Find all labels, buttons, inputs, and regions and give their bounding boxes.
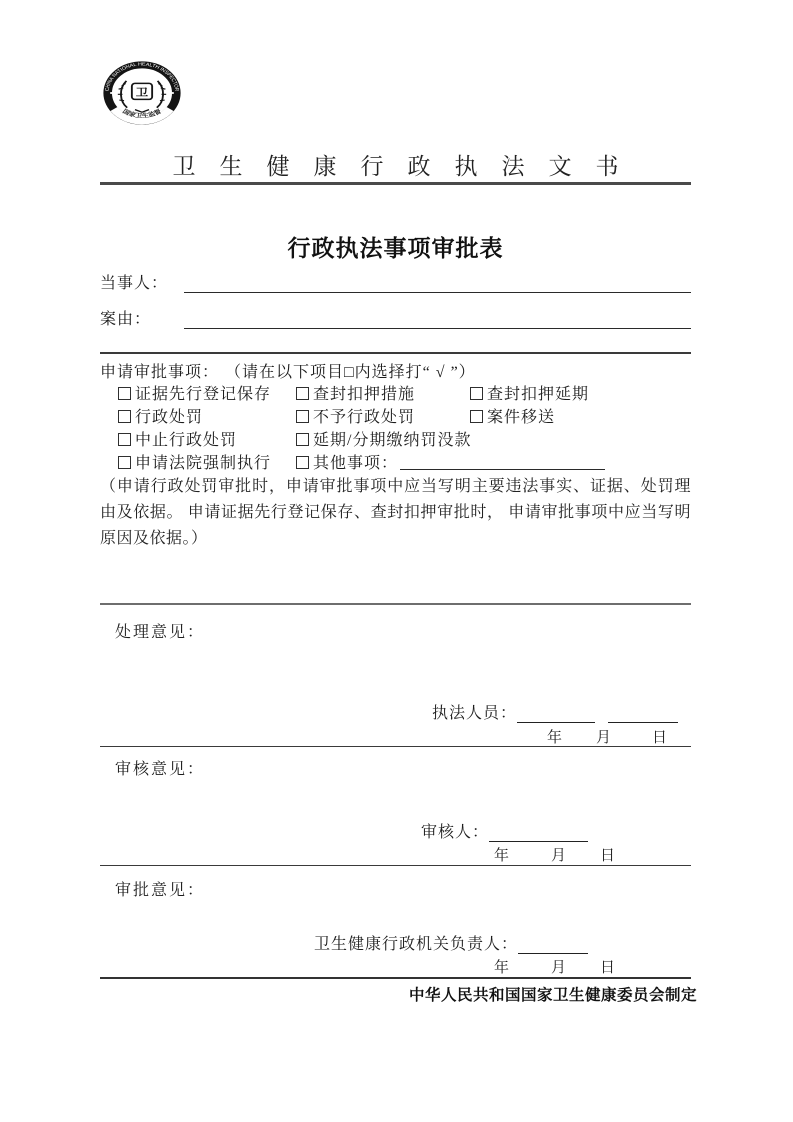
party-label: 当事人：: [100, 275, 169, 292]
checkbox-label: 申请法院强制执行: [135, 455, 272, 472]
review-opinion-label: 审核意见：: [115, 761, 206, 778]
approval-instruction: （请在以下项目□内选择打“ √ ”）: [233, 364, 476, 381]
checkbox-no-administrative-penalty[interactable]: [296, 410, 309, 423]
year-label: 年: [493, 848, 509, 864]
checkbox-row-4: [100, 450, 691, 473]
divider-bottom: [100, 977, 691, 979]
checkbox-row-3: [100, 427, 691, 450]
checkbox-label: 证据先行登记保存: [135, 386, 272, 403]
emblem-center-glyph: 卫: [135, 88, 149, 99]
emblem-star-right: [172, 92, 174, 94]
party-input-line[interactable]: [184, 273, 691, 293]
checkbox-label: 查封扣押措施: [313, 386, 416, 403]
checkbox-evidence-registration[interactable]: [118, 387, 131, 400]
reviewer-date-row: [100, 844, 691, 863]
day-label: 日: [599, 848, 615, 864]
month-label: 月: [550, 848, 566, 864]
checkbox-item: [296, 404, 415, 427]
responsible-signature-line[interactable]: [518, 934, 588, 954]
checkbox-item: [118, 404, 203, 427]
other-items-input-line[interactable]: [400, 454, 605, 470]
checkbox-item: [118, 427, 237, 450]
month-label: 月: [595, 730, 611, 746]
cause-label: 案由：: [100, 311, 152, 328]
checkbox-label: 案件移送: [487, 409, 556, 426]
enforcer-date-row: [100, 726, 691, 745]
emblem-arc-text-bottom: 国家卫生监督: [121, 108, 163, 120]
checkbox-deferred-installment-payment[interactable]: [296, 433, 309, 446]
health-inspector-emblem: [103, 61, 181, 125]
emblem-arc-text-top: CHINA NATIONAL HEALTH INSPECTOR: [104, 61, 180, 92]
month-label: 月: [550, 960, 566, 976]
checkbox-row-1: [100, 381, 691, 404]
checkbox-other-items[interactable]: [296, 456, 309, 469]
divider-above-approve: [100, 865, 691, 866]
document-series-banner: 卫生健康行政执法文书: [100, 148, 691, 185]
approval-section-label: 申请审批事项：: [100, 364, 220, 381]
responsible-date-row: [100, 956, 691, 975]
responsible-label: 卫生健康行政机关负责人：: [313, 936, 518, 953]
cause-input-line[interactable]: [184, 309, 691, 329]
checkbox-suspend-penalty[interactable]: [118, 433, 131, 446]
checkbox-case-transfer[interactable]: [470, 410, 483, 423]
checkbox-court-enforcement[interactable]: [118, 456, 131, 469]
checkbox-item: [296, 450, 605, 473]
form-title: 行政执法事项审批表: [287, 235, 504, 261]
checkbox-row-2: [100, 404, 691, 427]
checkbox-administrative-penalty[interactable]: [118, 410, 131, 423]
approve-opinion-label: 审批意见：: [115, 882, 206, 899]
checkbox-seal-seizure-measures[interactable]: [296, 387, 309, 400]
checkbox-label: 中止行政处罚: [135, 432, 238, 449]
checkbox-item: [118, 381, 271, 404]
approval-items-section: [100, 352, 691, 552]
checkbox-label: 不予行政处罚: [313, 409, 416, 426]
reviewer-signature-line[interactable]: [489, 822, 588, 842]
reviewer-signature-row: [100, 820, 691, 842]
checkbox-label: 其他事项：: [313, 455, 399, 472]
checkbox-item: [470, 381, 589, 404]
divider-above-review: [100, 746, 691, 747]
year-label: 年: [493, 960, 509, 976]
approval-note: （申请行政处罚审批时，申请审批事项中应当写明主要违法事实、证据、处罚理由及依据。 申请证据先行登记保存、查封扣押审批时， 申请审批事项中应当写明原因及依据。）: [100, 478, 691, 547]
emblem-svg: [103, 61, 181, 125]
day-label: 日: [599, 960, 615, 976]
enforcer-signature-line-2[interactable]: [608, 703, 678, 723]
checkbox-label: 行政处罚: [135, 409, 204, 426]
checkbox-item: [118, 450, 271, 473]
enforcer-label: 执法人员：: [431, 705, 517, 722]
emblem-star-left: [110, 92, 112, 94]
responsible-signature-row: [100, 932, 691, 954]
enforcer-signature-line-1[interactable]: [517, 703, 595, 723]
process-opinion-label: 处理意见：: [115, 624, 206, 641]
approval-section-header: [100, 359, 691, 381]
enforcer-signature-row: [100, 701, 691, 723]
cause-row: [100, 308, 691, 329]
checkbox-seal-seizure-extension[interactable]: [470, 387, 483, 400]
checkbox-item: [296, 381, 415, 404]
party-row: [100, 272, 691, 293]
day-label: 日: [651, 730, 667, 746]
checkbox-item: [296, 427, 471, 450]
year-label: 年: [546, 730, 562, 746]
checkbox-item: [470, 404, 555, 427]
divider-above-process: [100, 603, 691, 605]
checkbox-label: 延期/分期缴纳罚没款: [313, 432, 472, 449]
reviewer-label: 审核人：: [420, 824, 489, 841]
issuing-authority-footer: 中华人民共和国国家卫生健康委员会制定: [408, 987, 697, 1004]
checkbox-label: 查封扣押延期: [487, 386, 590, 403]
